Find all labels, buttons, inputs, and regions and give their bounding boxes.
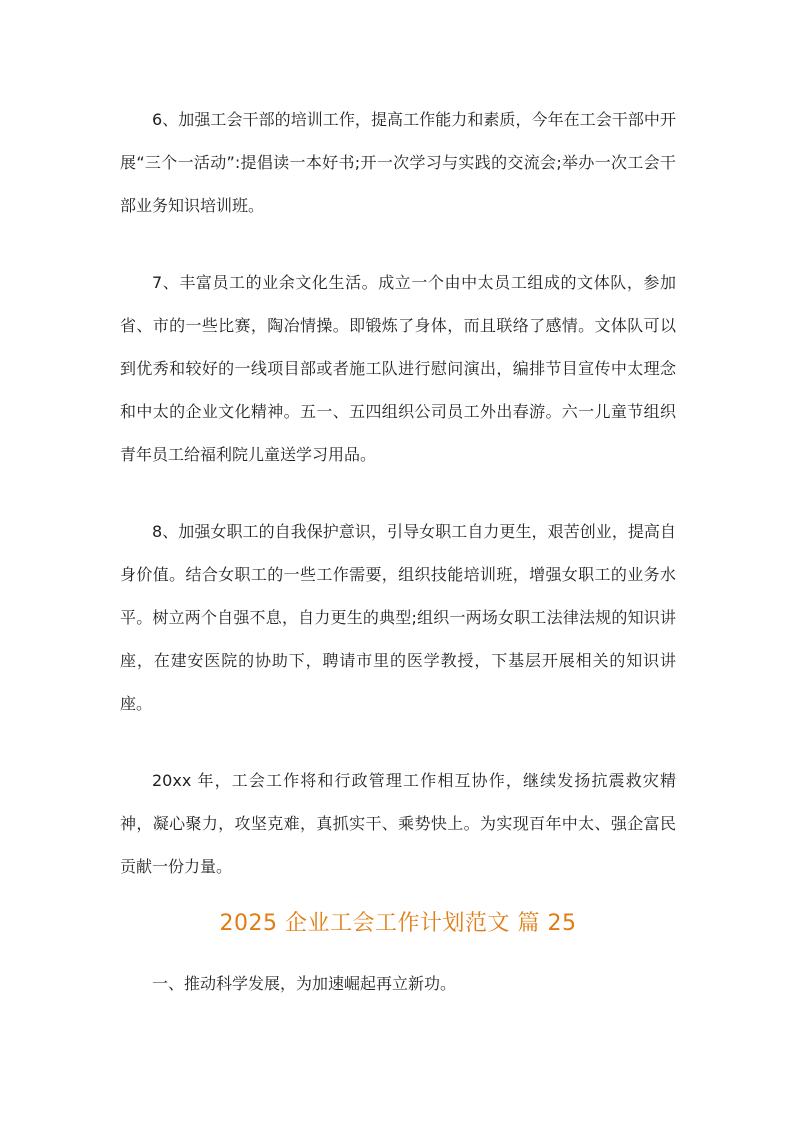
paragraph-item-6: 6、加强工会干部的培训工作，提高工作能力和素质，今年在工会干部中开展“三个一活动”:提倡读一本好书;开一次学习与实践的交流会;举办一次工会干部业务知识培训班。	[120, 110, 676, 215]
paragraph-item-8: 8、加强女职工的自我保护意识，引导女职工自力更生，艰苦创业，提高自身价值。结合女职工的一些工作需要，组织技能培训班，增强女职工的业务水平。树立两个自强不息，自力更生的典型;组织一两场女职工法律法规的知识讲座，在建安医院的协助下，聘请市里的医学教授，下基层开展相关的知识讲座。	[120, 522, 676, 713]
paragraph-conclusion: 20xx 年，工会工作将和行政管理工作相互协作，继续发扬抗震救灾精神，凝心聚力，攻坚克难，真抓实干、乘势快上。为实现百年中太、强企富民贡献一份力量。	[120, 771, 676, 876]
section-heading: 2025 企业工会工作计划范文 篇 25	[219, 911, 577, 936]
paragraph-section-first: 一、推动科学发展，为加速崛起再立新功。	[152, 974, 457, 993]
document-body	[120, 98, 676, 1039]
paragraph-item-7: 7、丰富员工的业余文化生活。成立一个由中太员工组成的文体队，参加省、市的一些比赛，陶冶情操。即锻炼了身体，而且联络了感情。文体队可以到优秀和较好的一线项目部或者施工队进行慰问演出，编排节目宣传中太理念和中太的企业文化精神。五一、五四组织公司员工外出春游。六一儿童节组织青年员工给福利院儿童送学习用品。	[120, 273, 676, 464]
